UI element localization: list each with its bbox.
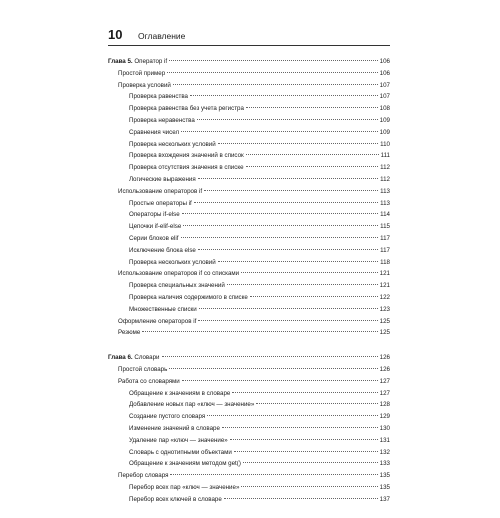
page-ref: 129 bbox=[379, 413, 390, 421]
toc-section-entry[interactable] bbox=[108, 80, 390, 92]
toc-chapter-entry[interactable] bbox=[108, 352, 390, 364]
dot-leader bbox=[167, 72, 377, 73]
dot-leader bbox=[234, 451, 378, 452]
toc-subsection-entry[interactable] bbox=[108, 115, 390, 127]
dot-leader bbox=[162, 356, 378, 357]
page-ref: 109 bbox=[379, 116, 390, 124]
dot-leader bbox=[227, 284, 378, 285]
entry-text: Перебор словаря bbox=[118, 472, 169, 480]
entry-text: Обращение к значениям методом get() bbox=[129, 460, 241, 468]
toc-section-entry[interactable] bbox=[108, 68, 390, 80]
entry-text: Использование операторов if со списками bbox=[118, 270, 240, 278]
toc-subsection-entry[interactable] bbox=[108, 162, 390, 174]
toc-entry-title bbox=[129, 447, 232, 459]
dot-leader bbox=[142, 331, 377, 332]
page-ref: 112 bbox=[380, 164, 390, 172]
dot-leader bbox=[241, 486, 377, 487]
table-of-contents bbox=[108, 56, 390, 518]
toc-entry-title bbox=[129, 245, 196, 257]
entry-text: Проверка равенства без учета регистра bbox=[129, 105, 244, 113]
dot-leader bbox=[194, 202, 378, 203]
page-number: 10 bbox=[108, 27, 123, 42]
dot-leader bbox=[232, 392, 377, 393]
page-ref: 130 bbox=[379, 424, 390, 432]
chapter-block bbox=[108, 56, 390, 339]
toc-subsection-entry[interactable] bbox=[108, 245, 390, 257]
dot-leader bbox=[181, 131, 378, 132]
dot-leader bbox=[183, 225, 378, 226]
toc-subsection-entry[interactable] bbox=[108, 198, 390, 210]
dot-leader bbox=[204, 190, 378, 191]
toc-entry-title bbox=[118, 376, 180, 388]
entry-text: Оператор if bbox=[132, 58, 168, 65]
entry-text: Проверка нескольких условий bbox=[129, 140, 216, 148]
dot-leader bbox=[170, 474, 377, 475]
entry-text: Операторы if-else bbox=[129, 211, 180, 219]
toc-entry-title bbox=[129, 423, 220, 435]
toc-entry-title bbox=[129, 233, 179, 245]
page-ref: 114 bbox=[380, 211, 390, 219]
running-title: Оглавление bbox=[138, 31, 186, 41]
toc-entry-title bbox=[129, 304, 197, 316]
toc-entry-title bbox=[129, 458, 241, 470]
entry-text: Удаление пар «ключ — значение» bbox=[129, 436, 228, 444]
toc-subsection-entry[interactable] bbox=[108, 174, 390, 186]
entry-text: Проверка вхождения значений в список bbox=[129, 152, 244, 160]
page-ref: 115 bbox=[380, 223, 390, 231]
toc-subsection-entry[interactable] bbox=[108, 399, 390, 411]
entry-text: Исключение блока else bbox=[129, 246, 196, 254]
chapter-label: Глава 6. bbox=[108, 354, 133, 362]
toc-entry-title bbox=[129, 221, 181, 233]
page-ref: 127 bbox=[379, 389, 390, 397]
entry-text: Проверка условий bbox=[118, 81, 171, 89]
dot-leader bbox=[197, 119, 378, 120]
page-ref: 117 bbox=[380, 246, 390, 254]
page-ref: 112 bbox=[380, 175, 390, 183]
toc-subsection-entry[interactable] bbox=[108, 221, 390, 233]
toc-entry-title bbox=[129, 198, 192, 210]
toc-subsection-entry[interactable] bbox=[108, 292, 390, 304]
toc-entry-title bbox=[129, 91, 188, 103]
page-ref: 117 bbox=[380, 234, 390, 242]
entry-text: Проверка неравенства bbox=[129, 116, 195, 124]
page-ref: 121 bbox=[379, 282, 390, 290]
dot-leader bbox=[173, 84, 378, 85]
dot-leader bbox=[256, 403, 377, 404]
dot-leader bbox=[250, 296, 378, 297]
dot-leader bbox=[243, 462, 378, 463]
entry-text: Изменение значений в словаре bbox=[129, 424, 220, 432]
toc-subsection-entry[interactable] bbox=[108, 423, 390, 435]
entry-text: Простой словарь bbox=[118, 365, 168, 373]
entry-text: Перебор всех ключей в словаре bbox=[129, 495, 222, 503]
toc-subsection-entry[interactable] bbox=[108, 127, 390, 139]
toc-entry-title bbox=[129, 127, 179, 139]
page-ref: 131 bbox=[379, 436, 390, 444]
dot-leader bbox=[207, 415, 377, 416]
page-ref: 122 bbox=[379, 293, 390, 301]
toc-subsection-entry[interactable] bbox=[108, 411, 390, 423]
toc-subsection-entry[interactable] bbox=[108, 447, 390, 459]
dot-leader bbox=[199, 308, 378, 309]
dot-leader bbox=[246, 107, 378, 108]
entry-text: Проверка нескольких условий bbox=[129, 258, 216, 266]
toc-entry-title bbox=[129, 388, 230, 400]
toc-subsection-entry[interactable] bbox=[108, 233, 390, 245]
toc-entry-title bbox=[129, 280, 225, 292]
toc-entry-title bbox=[118, 470, 168, 482]
toc-subsection-entry[interactable] bbox=[108, 482, 390, 494]
toc-entry-title bbox=[108, 56, 167, 68]
dot-leader bbox=[246, 166, 379, 167]
dot-leader bbox=[218, 261, 378, 262]
page-ref: 107 bbox=[379, 93, 390, 101]
toc-entry-title bbox=[129, 435, 228, 447]
entry-text: Логические выражения bbox=[129, 175, 196, 183]
toc-entry-title bbox=[118, 327, 140, 339]
toc-subsection-entry[interactable] bbox=[108, 257, 390, 269]
dot-leader bbox=[182, 380, 378, 381]
page-ref: 111 bbox=[380, 152, 390, 160]
toc-entry-title bbox=[129, 292, 248, 304]
entry-text: Проверка наличия содержимого в списке bbox=[129, 293, 248, 301]
toc-subsection-entry[interactable] bbox=[108, 139, 390, 151]
dot-leader bbox=[218, 143, 378, 144]
entry-text: Сравнения чисел bbox=[129, 128, 180, 136]
page-ref: 118 bbox=[380, 258, 390, 266]
entry-text: Добавление новых пар «ключ — значение» bbox=[129, 401, 255, 409]
page-ref: 128 bbox=[379, 401, 390, 409]
page-ref: 106 bbox=[379, 69, 390, 77]
entry-text: Простые операторы if bbox=[129, 199, 192, 207]
chapter-label: Глава 5. bbox=[108, 58, 133, 65]
page-ref: 126 bbox=[379, 365, 390, 373]
entry-text: Множественные списки bbox=[129, 305, 197, 313]
toc-entry-title bbox=[129, 411, 205, 423]
dot-leader bbox=[198, 178, 378, 179]
toc-entry-title bbox=[129, 115, 195, 127]
toc-entry-title bbox=[118, 364, 167, 376]
toc-entry-title bbox=[108, 352, 160, 364]
dot-leader bbox=[169, 368, 377, 369]
toc-subsection-entry[interactable] bbox=[108, 103, 390, 115]
entry-text: Словари bbox=[132, 354, 160, 362]
page-ref: 126 bbox=[379, 354, 390, 362]
toc-section-entry[interactable] bbox=[108, 316, 390, 328]
page-ref: 113 bbox=[380, 187, 390, 195]
toc-entry-title bbox=[129, 150, 244, 162]
entry-text: Резюме bbox=[118, 329, 141, 337]
toc-entry-title bbox=[118, 316, 196, 328]
toc-section-entry[interactable] bbox=[108, 268, 390, 280]
toc-entry-title bbox=[118, 186, 202, 198]
toc-section-entry[interactable] bbox=[108, 376, 390, 388]
toc-subsection-entry[interactable] bbox=[108, 458, 390, 470]
entry-text: Использование операторов if bbox=[118, 187, 203, 195]
page-ref: 106 bbox=[379, 58, 390, 65]
toc-entry-title bbox=[129, 482, 239, 494]
toc-entry-title bbox=[129, 103, 244, 115]
toc-subsection-entry[interactable] bbox=[108, 209, 390, 221]
page-ref: 113 bbox=[380, 199, 390, 207]
dot-leader bbox=[246, 154, 379, 155]
page-ref: 108 bbox=[379, 105, 390, 113]
entry-text: Проверка равенства bbox=[129, 93, 188, 101]
toc-subsection-entry[interactable] bbox=[108, 280, 390, 292]
dot-leader bbox=[241, 272, 378, 273]
toc-subsection-entry[interactable] bbox=[108, 435, 390, 447]
toc-entry-title bbox=[129, 162, 244, 174]
toc-entry-title bbox=[129, 399, 254, 411]
entry-text: Цепочки if-elif-else bbox=[129, 223, 182, 231]
page-ref: 123 bbox=[379, 305, 390, 313]
dot-leader bbox=[181, 237, 379, 238]
dot-leader bbox=[198, 320, 377, 321]
page-ref: 137 bbox=[379, 495, 390, 503]
dot-leader bbox=[190, 95, 378, 96]
page-ref: 107 bbox=[379, 81, 390, 89]
dot-leader bbox=[198, 249, 378, 250]
entry-text: Проверка отсутствия значения в списке bbox=[129, 164, 244, 172]
page-ref: 125 bbox=[379, 329, 390, 337]
page-ref: 110 bbox=[380, 140, 390, 148]
toc-entry-title bbox=[129, 139, 216, 151]
entry-text: Проверка специальных значений bbox=[129, 282, 225, 290]
toc-entry-title bbox=[129, 174, 196, 186]
toc-entry-title bbox=[118, 80, 171, 92]
toc-section-entry[interactable] bbox=[108, 470, 390, 482]
toc-section-entry[interactable] bbox=[108, 186, 390, 198]
dot-leader bbox=[222, 427, 378, 428]
page-ref: 135 bbox=[379, 483, 390, 491]
toc-section-entry[interactable] bbox=[108, 327, 390, 339]
entry-text: Работа со словарями bbox=[118, 377, 180, 385]
toc-entry-title bbox=[118, 68, 165, 80]
toc-entry-title bbox=[129, 257, 216, 269]
page-header bbox=[108, 27, 390, 46]
toc-section-entry[interactable] bbox=[108, 364, 390, 376]
page-ref: 127 bbox=[379, 377, 390, 385]
toc-chapter-entry[interactable] bbox=[108, 56, 390, 68]
toc-entry-title bbox=[118, 268, 239, 280]
page-ref: 109 bbox=[379, 128, 390, 136]
entry-text: Простой пример bbox=[118, 69, 166, 77]
page-ref: 135 bbox=[379, 472, 390, 480]
toc-subsection-entry[interactable] bbox=[108, 150, 390, 162]
entry-text: Серии блоков elif bbox=[129, 234, 179, 242]
toc-subsection-entry[interactable] bbox=[108, 304, 390, 316]
dot-leader bbox=[224, 498, 378, 499]
dot-leader bbox=[230, 439, 378, 440]
entry-text: Перебор всех пар «ключ — значение» bbox=[129, 483, 240, 491]
toc-subsection-entry[interactable] bbox=[108, 388, 390, 400]
page-ref: 121 bbox=[379, 270, 390, 278]
toc-entry-title bbox=[129, 209, 180, 221]
dot-leader bbox=[182, 213, 378, 214]
toc-subsection-entry[interactable] bbox=[108, 91, 390, 103]
page-ref: 133 bbox=[379, 460, 390, 468]
page-ref: 132 bbox=[379, 448, 390, 456]
chapter-block bbox=[108, 352, 390, 505]
entry-text: Оформление операторов if bbox=[118, 317, 197, 325]
entry-text: Создание пустого словаря bbox=[129, 413, 206, 421]
page-ref: 125 bbox=[379, 317, 390, 325]
entry-text: Обращение к значениям в словаре bbox=[129, 389, 231, 397]
entry-text: Словарь с однотипными объектами bbox=[129, 448, 232, 456]
dot-leader bbox=[169, 60, 378, 61]
